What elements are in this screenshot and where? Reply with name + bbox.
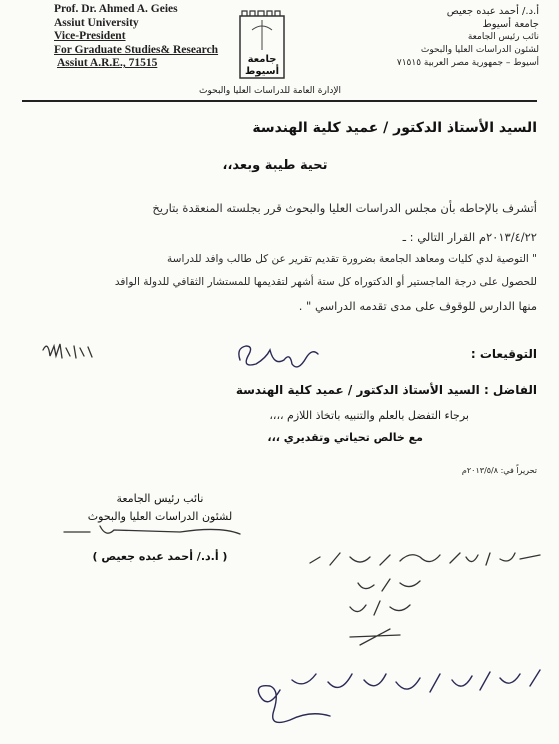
- signature-bottom: [240, 650, 550, 740]
- signature-title-line1: نائب رئيس الجامعة: [116, 492, 204, 505]
- body-line-4: للحصول على درجة الماجستير أو الدكتوراه كل ستة أشهر لتقديمها للمستشار الثقافي للدولة الوافد: [114, 276, 537, 288]
- header-english-university: Assiut University: [54, 16, 139, 29]
- header-arabic-name: أ.د./ أحمد عبده جعيص: [446, 6, 539, 17]
- signatures-label: التوقيعات :: [470, 347, 537, 361]
- body-line-2: ٢٠١٣/٤/٢٢م القرار التالي : ـ: [402, 230, 537, 244]
- header-arabic-position: نائب رئيس الجامعة: [467, 32, 539, 42]
- request-line: برجاء التفضل بالعلم والتنبيه باتخاذ اللازم ،،،،: [269, 409, 469, 422]
- header-department: الإدارة العامة للدراسات العليا والبحوث: [199, 86, 341, 96]
- header-arabic-university: جامعة أسيوط: [482, 19, 539, 30]
- addressee: الفاضل : السيد الأستاذ الدكتور / عميد كلية الهندسة: [235, 383, 537, 397]
- body-line-5: منها الدارس للوقوف على مدى تقدمه الدراسي " .: [298, 299, 537, 313]
- header-divider: [22, 100, 537, 102]
- header-english-address: Assiut A.R.E., 71515: [57, 57, 158, 69]
- logo-text-line1: جامعة: [247, 54, 277, 65]
- header-arabic-block: [397, 5, 539, 70]
- signature-title-line2: لشئون الدراسات العليا والبحوث: [87, 510, 233, 523]
- body-line-3: " التوصية لدي كليات ومعاهد الجامعة بضرورة تقديم تقرير عن كل طالب وافد للدراسة: [167, 253, 537, 265]
- header-english-name: Prof. Dr. Ahmed A. Geies: [54, 3, 178, 15]
- header-english-position: Vice-President: [54, 30, 126, 42]
- university-logo: [238, 10, 286, 80]
- salutation: السيد الأستاذ الدكتور / عميد كلية الهندسة: [252, 120, 537, 136]
- signature-name: ( أ.د./ أحمد عبده جعيص ): [92, 550, 228, 563]
- handwritten-note: [290, 545, 550, 665]
- greeting: تحية طيبة وبعد،،: [222, 158, 328, 173]
- header-arabic-address: أسيوط – جمهورية مصر العربية ٧١٥١٥: [396, 58, 539, 68]
- header-arabic-department: لشئون الدراسات العليا والبحوث: [420, 45, 539, 55]
- signature-line-scribble: [60, 520, 250, 544]
- header-english-block: [54, 3, 218, 71]
- body-line-1: أتشرف بالإحاطه بأن مجلس الدراسات العليا والبحوث قرر بجلسته المنعقدة بتاريخ: [152, 201, 537, 215]
- handwritten-initials-left: [40, 338, 100, 368]
- logo-text-line2: أسيوط: [245, 66, 279, 77]
- signature-scribble: [232, 338, 322, 378]
- date-line: تحريراً في: ٢٠١٣/٥/٨م: [461, 466, 537, 475]
- header-english-department: For Graduate Studies& Research: [54, 43, 219, 56]
- closing-line: مع خالص تحياتي وتقديري ،،،: [267, 431, 423, 444]
